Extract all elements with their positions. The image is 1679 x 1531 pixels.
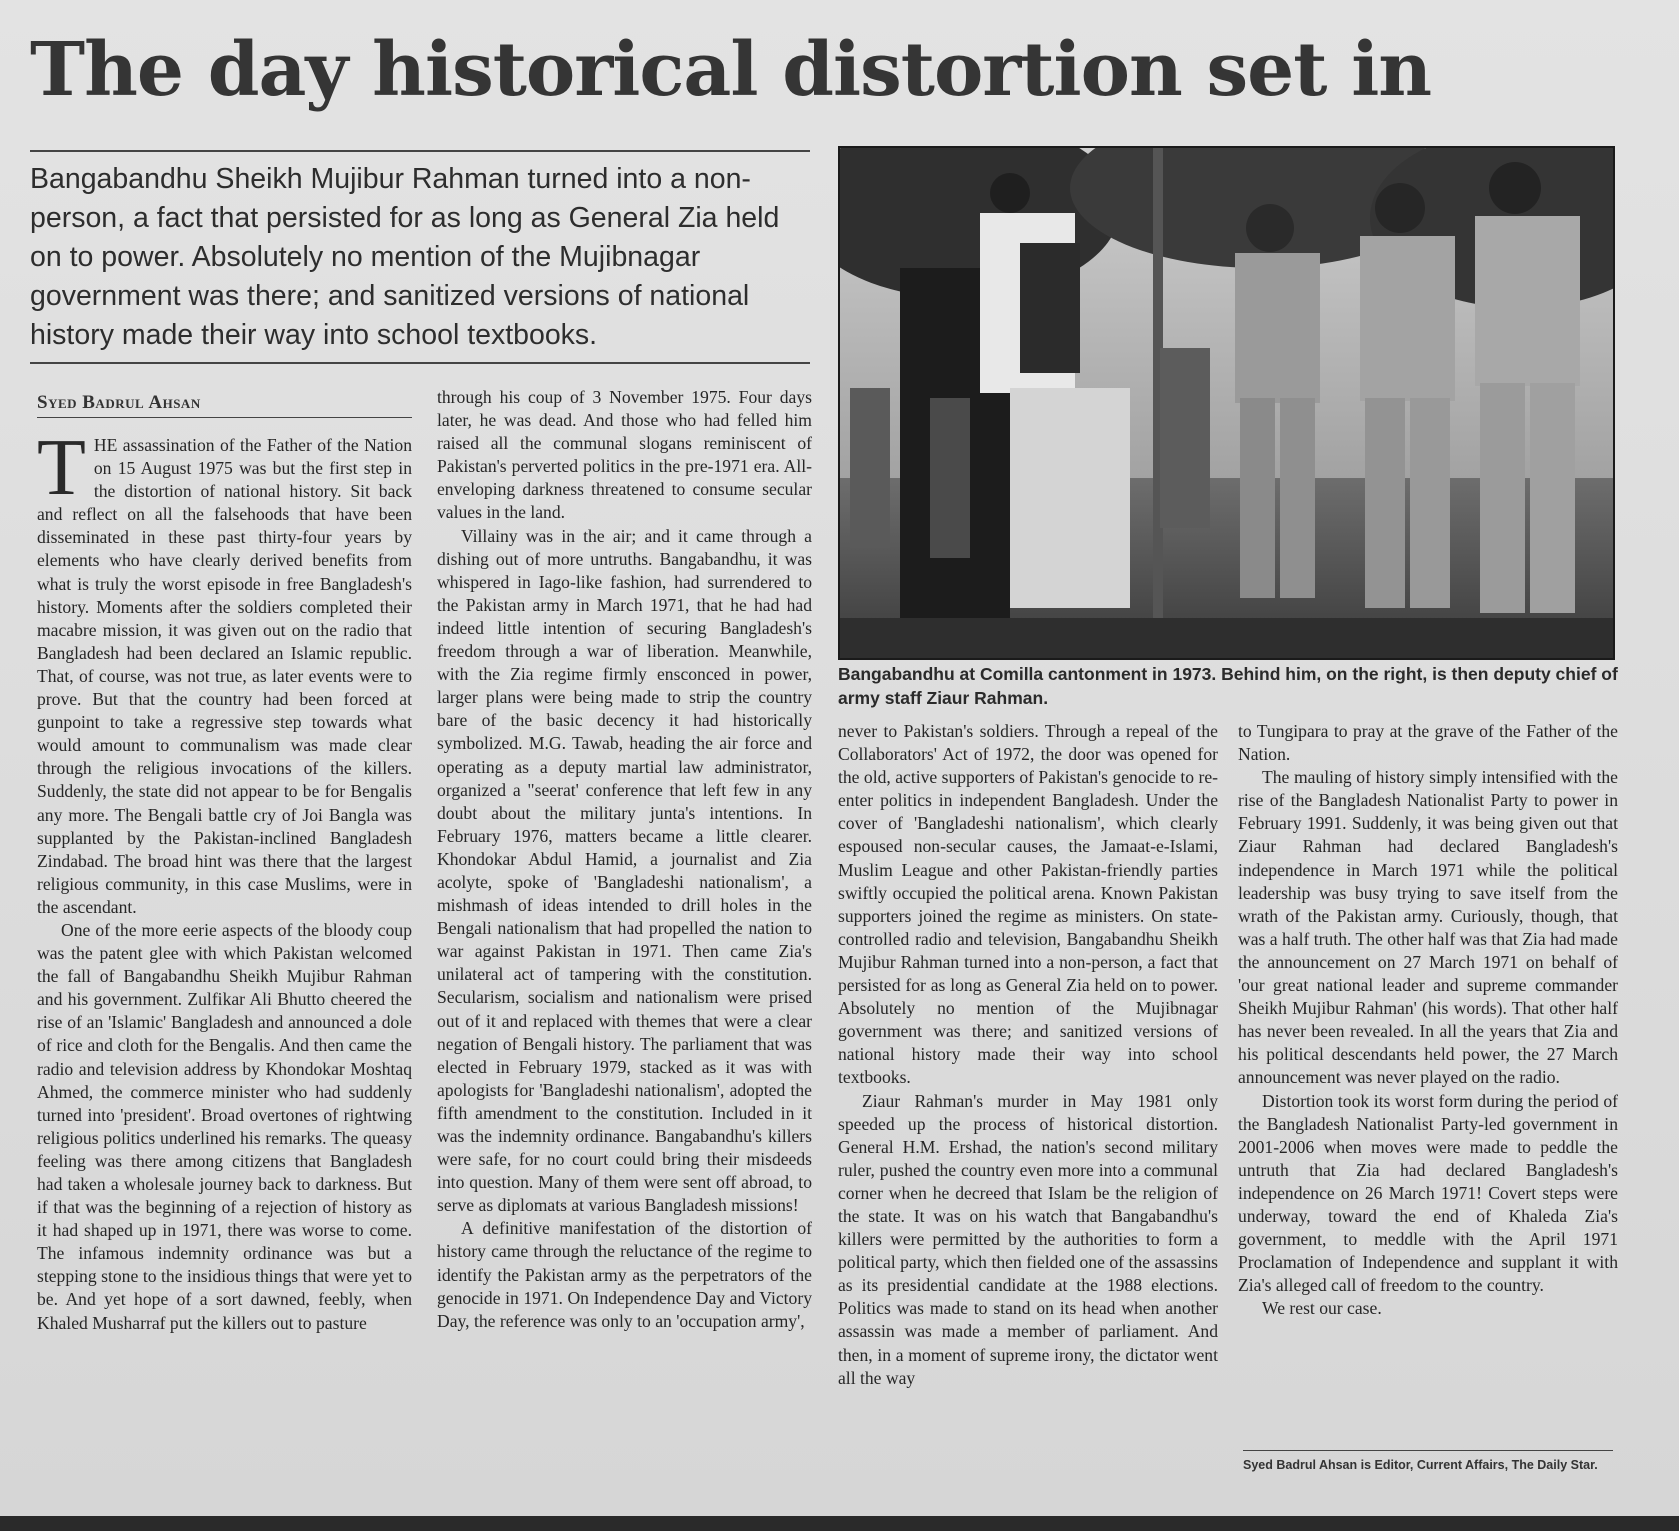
page-bottom-edge: [0, 1516, 1679, 1531]
byline: Syed Badrul Ahsan: [37, 392, 201, 413]
footnote-rule: [1243, 1450, 1613, 1451]
drop-cap: T: [37, 434, 86, 512]
paragraph: One of the more eerie aspects of the bloody coup was the patent glee with which Pakistan welcomed the fall of Bangabandhu Sheikh Mujibur Rahman and his government. Zulfikar Ali Bhutto cheered the rise of an 'Islamic' Bangladesh and announced a dole of rice and cloth for the Bengalis. And then came the radio and television address by Khondokar Moshtaq Ahmed, the commerce minister who had suddenly turned into 'president'. Broad overtones of rightwing religious politics underlined his remarks. The queasy feeling was there among citizens that Bangladesh had taken a wholesale journey back to darkness. But if that was the beginning of a rejection of history as it had shaped up in 1971, there was worse to come. The infamous indemnity ordinance was but a stepping stone to the insidious things that were yet to be. And yet hope of a sort dawned, feebly, when Khaled Musharraf put the killers out to pasture: [37, 919, 412, 1333]
standfirst-bottom-rule: [30, 362, 810, 364]
article-photo: [838, 146, 1615, 660]
paragraph: A definitive manifestation of the distortion of history came through the reluctance of the regime to identify the Pakistan army as the perpetrators of the genocide in 1971. On Independence Day and Victory Day, the reference was only to an 'occupation army',: [437, 1218, 812, 1331]
photo-illustration: [840, 148, 1613, 658]
paragraph: never to Pakistan's soldiers. Through a repeal of the Collaborators' Act of 1972, the door was opened for the old, active supporters of Pakistan's genocide to re-enter politics in independent Bangladesh. Under the cover of 'Bangladeshi nationalism', which clearly espoused non-secular causes, the Jamaat-e-Islami, Muslim League and other Pakistan-friendly parties swiftly occupied the political arena. Known Pakistan supporters joined the regime as ministers. On state-controlled radio and television, Bangabandhu Sheikh Mujibur Rahman turned into a non-person, a fact that persisted for as long as General Zia held on to power. Absolutely no mention of the Mujibnagar government was there; and sanitized versions of national history made their way into school textbooks.: [838, 721, 1218, 1088]
article-column-3: [838, 720, 1218, 1486]
paragraph: Ziaur Rahman's murder in May 1981 only speeded up the process of historical distortion. General H.M. Ershad, the nation's second military ruler, pushed the country even more into a communal corner when he decreed that Islam be the religion of the state. It was on his watch that Bangabandhu's killers were permitted by the authorities to form a political party, which then fielded one of the assassins as its presidential candidate at the 1988 elections. Politics was made to stand on its head when another assassin was made a member of parliament. And then, in a moment of supreme irony, the dictator went all the way: [838, 1090, 1218, 1388]
paragraph: Distortion took its worst form during the period of the Bangladesh Nationalist Party-led government in 2001-2006 when moves were made to peddle the untruth that Zia had declared Bangladesh's independence on 26 March 1971! Covert steps were underway, toward the end of Khaleda Zia's government, to meddle with the April 1971 Proclamation of Independence and supplant it with Zia's alleged call of freedom to the country.: [1238, 1090, 1618, 1296]
paragraph: THE assassination of the Father of the Nation on 15 August 1975 was but the first step in the distortion of national history. Sit back and reflect on all the falsehoods that have been disseminated in these past thirty-four years by elements who have clearly derived benefits from what is truly the worst episode in free Bangladesh's history. Moments after the soldiers completed their macabre mission, it was given out on the radio that Bangladesh had been declared an Islamic republic. That, of course, was not true, as later events were to prove. But that the country had been forced at gunpoint to take a regressive step towards what would amount to communalism was made clear through the religious invocations of the killers. Suddenly, the state did not appear to be for Bengalis any more. The Bengali battle cry of Joi Bangla was supplanted by the Pakistan-inclined Bangladesh Zindabad. The broad hint was there that the largest religious community, in this case Muslims, were in the ascendant.: [37, 434, 412, 917]
standfirst: Bangabandhu Sheikh Mujibur Rahman turned into a non-person, a fact that persisted for as long as General Zia held on to power. Absolutely no mention of the Mujibnagar government was there; and sanitized versions of national history made their way into school textbooks.: [30, 163, 780, 351]
headline: The day historical distortion set in: [30, 27, 1432, 113]
paragraph: through his coup of 3 November 1975. Four days later, he was dead. And those who had felled him raised all the communal slogans reminiscent of Pakistan's perverted politics in the pre-1971 era. All-enveloping darkness threatened to consume secular values in the land.: [437, 387, 812, 523]
photo-caption: Bangabandhu at Comilla cantonment in 1973. Behind him, on the right, is then deputy chief of army staff Ziaur Rahman.: [838, 664, 1618, 708]
paragraph: The mauling of history simply intensified with the rise of the Bangladesh Nationalist Party to power in February 1991. Suddenly, it was being given out that Ziaur Rahman had declared Bangladesh's independence in March 1971 while the political leadership was busy trying to save itself from the wrath of the Pakistan army. Curiously, though, that was a half truth. The other half was that Zia had made the announcement on 27 March 1971 on behalf of 'our great national leader and supreme commander Sheikh Mujibur Rahman' (his words). That other half has never been revealed. In all the years that Zia and his political descendants held power, the 27 March announcement was never played on the radio.: [1238, 767, 1618, 1088]
article-column-4: [1238, 720, 1618, 1445]
byline-rule: [37, 417, 412, 418]
author-footnote: Syed Badrul Ahsan is Editor, Current Affairs, The Daily Star.: [1243, 1458, 1598, 1472]
article-column-2: [437, 386, 812, 1486]
article-column-1: [37, 434, 412, 1486]
paragraph: We rest our case.: [1262, 1298, 1382, 1319]
standfirst-top-rule: [30, 150, 810, 152]
paragraph: to Tungipara to pray at the grave of the Father of the Nation.: [1238, 721, 1618, 765]
paragraph: Villainy was in the air; and it came through a dishing out of more untruths. Bangabandhu, it was whispered in Iago-like fashion, had surrendered to the Pakistan army in March 1971, that he had had indeed little intention of securing Bangladesh's freedom through a war of liberation. Meanwhile, with the Zia regime firmly ensconced in power, larger plans were being made to strip the country bare of the basic decency it had historically symbolized. M.G. Tawab, heading the air force and operating as a deputy martial law administrator, organized a "seerat' conference that left few in any doubt about the military junta's intentions. In February 1976, matters became a little clearer. Khondokar Abdul Hamid, a journalist and Zia acolyte, spoke of 'Bangladeshi nationalism', a mishmash of ideas intended to drill holes in the Bengali nationalism that had propelled the nation to war against Pakistan in 1971. Then came Zia's unilateral act of tampering with the constitution. Secularism, socialism and nationalism were prised out of it and replaced with themes that were a clear negation of Bengali history. The parliament that was elected in February 1979, stacked as it was with apologists for 'Bangladeshi nationalism', adopted the fifth amendment to the constitution. Included in it was the indemnity ordinance. Bangabandhu's killers were safe, for no court could bring their misdeeds into question. Many of them were sent off abroad, to serve as diplomats at various Bangladesh missions!: [437, 525, 812, 1216]
